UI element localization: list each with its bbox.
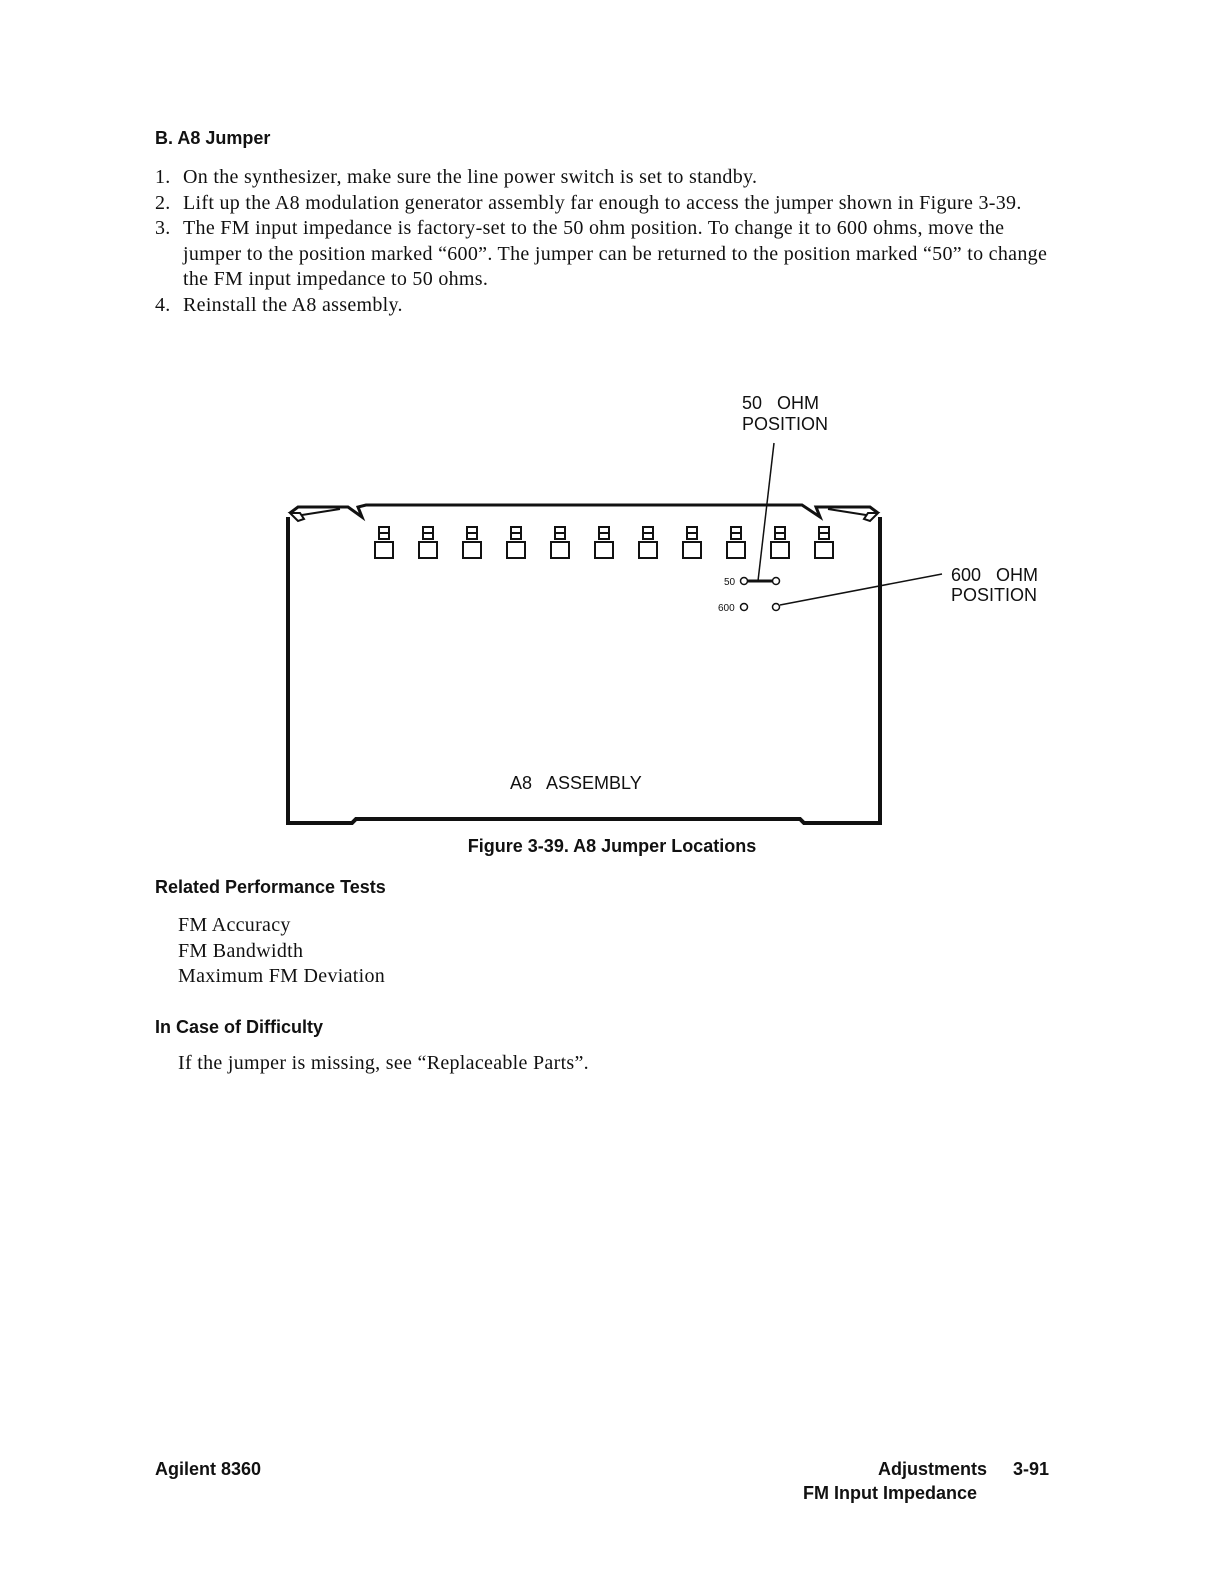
step-item [155,293,1055,319]
step-number: 4. [155,293,171,316]
connector [683,527,701,558]
pin-600-left [741,604,748,611]
step-item [155,165,1055,191]
footer-page-number: 3-91 [1013,1459,1050,1479]
pin-label-50: 50 [724,577,736,588]
list-item: Maximum FM Deviation [178,965,386,987]
left-latch [290,509,340,521]
right-latch [828,509,878,521]
related-tests-heading: Related Performance Tests [155,877,386,897]
section-heading: B. A8 Jumper [155,128,271,148]
related-tests-list [178,913,385,990]
connector [771,527,789,558]
difficulty-heading: In Case of Difficulty [155,1017,324,1037]
step-item [155,191,1055,217]
step-item [155,216,1055,293]
step-text: The FM input impedance is factory-set to the 50 ohm position. To change it to 600 ohms, move the jumper to the position marked “600”. The jumper can be returned to the position marked “50” to change the FM input impedance to 50 ohms. [183,217,1048,290]
pin-50-left [741,578,748,585]
connector [551,527,569,558]
pin-50-right [773,578,780,585]
footer-subsection: FM Input Impedance [803,1483,978,1503]
leader-50-ohm [758,443,774,581]
footer-product: Agilent 8360 [155,1459,262,1479]
footer-section: Adjustments [878,1459,988,1479]
connector [507,527,525,558]
step-number: 3. [155,217,171,239]
connector [419,527,437,558]
list-item: FM Accuracy [178,914,291,936]
assembly-label: A8 ASSEMBLY [510,773,642,793]
procedure-steps [155,165,1055,318]
step-text: Lift up the A8 modulation generator assembly far enough to access the jumper shown in Figure 3-39. [183,191,1022,214]
pin-600-right [773,604,780,611]
leader-600-ohm [780,574,942,605]
step-number: 2. [155,191,171,214]
difficulty-text: If the jumper is missing, see “Replaceable Parts”. [178,1052,589,1074]
connector [815,527,833,558]
step-number: 1. [155,166,171,188]
pin-label-600: 600 [718,603,735,614]
step-text: On the synthesizer, make sure the line power switch is set to standby. [183,166,758,188]
figure-caption: Figure 3-39. A8 Jumper Locations [467,836,757,856]
connector [727,527,745,558]
connector [375,527,393,558]
label-50-ohm-line2: POSITION [742,414,829,434]
a8-assembly-diagram [170,385,1050,830]
label-50-ohm-line1: 50 OHM [742,393,820,413]
connector [639,527,657,558]
connector [595,527,613,558]
label-600-ohm-line2: POSITION [951,585,1038,605]
connector [463,527,481,558]
step-text: Reinstall the A8 assembly. [183,293,403,316]
label-600-ohm-line1: 600 OHM [951,565,1039,585]
list-item: FM Bandwidth [178,939,304,962]
